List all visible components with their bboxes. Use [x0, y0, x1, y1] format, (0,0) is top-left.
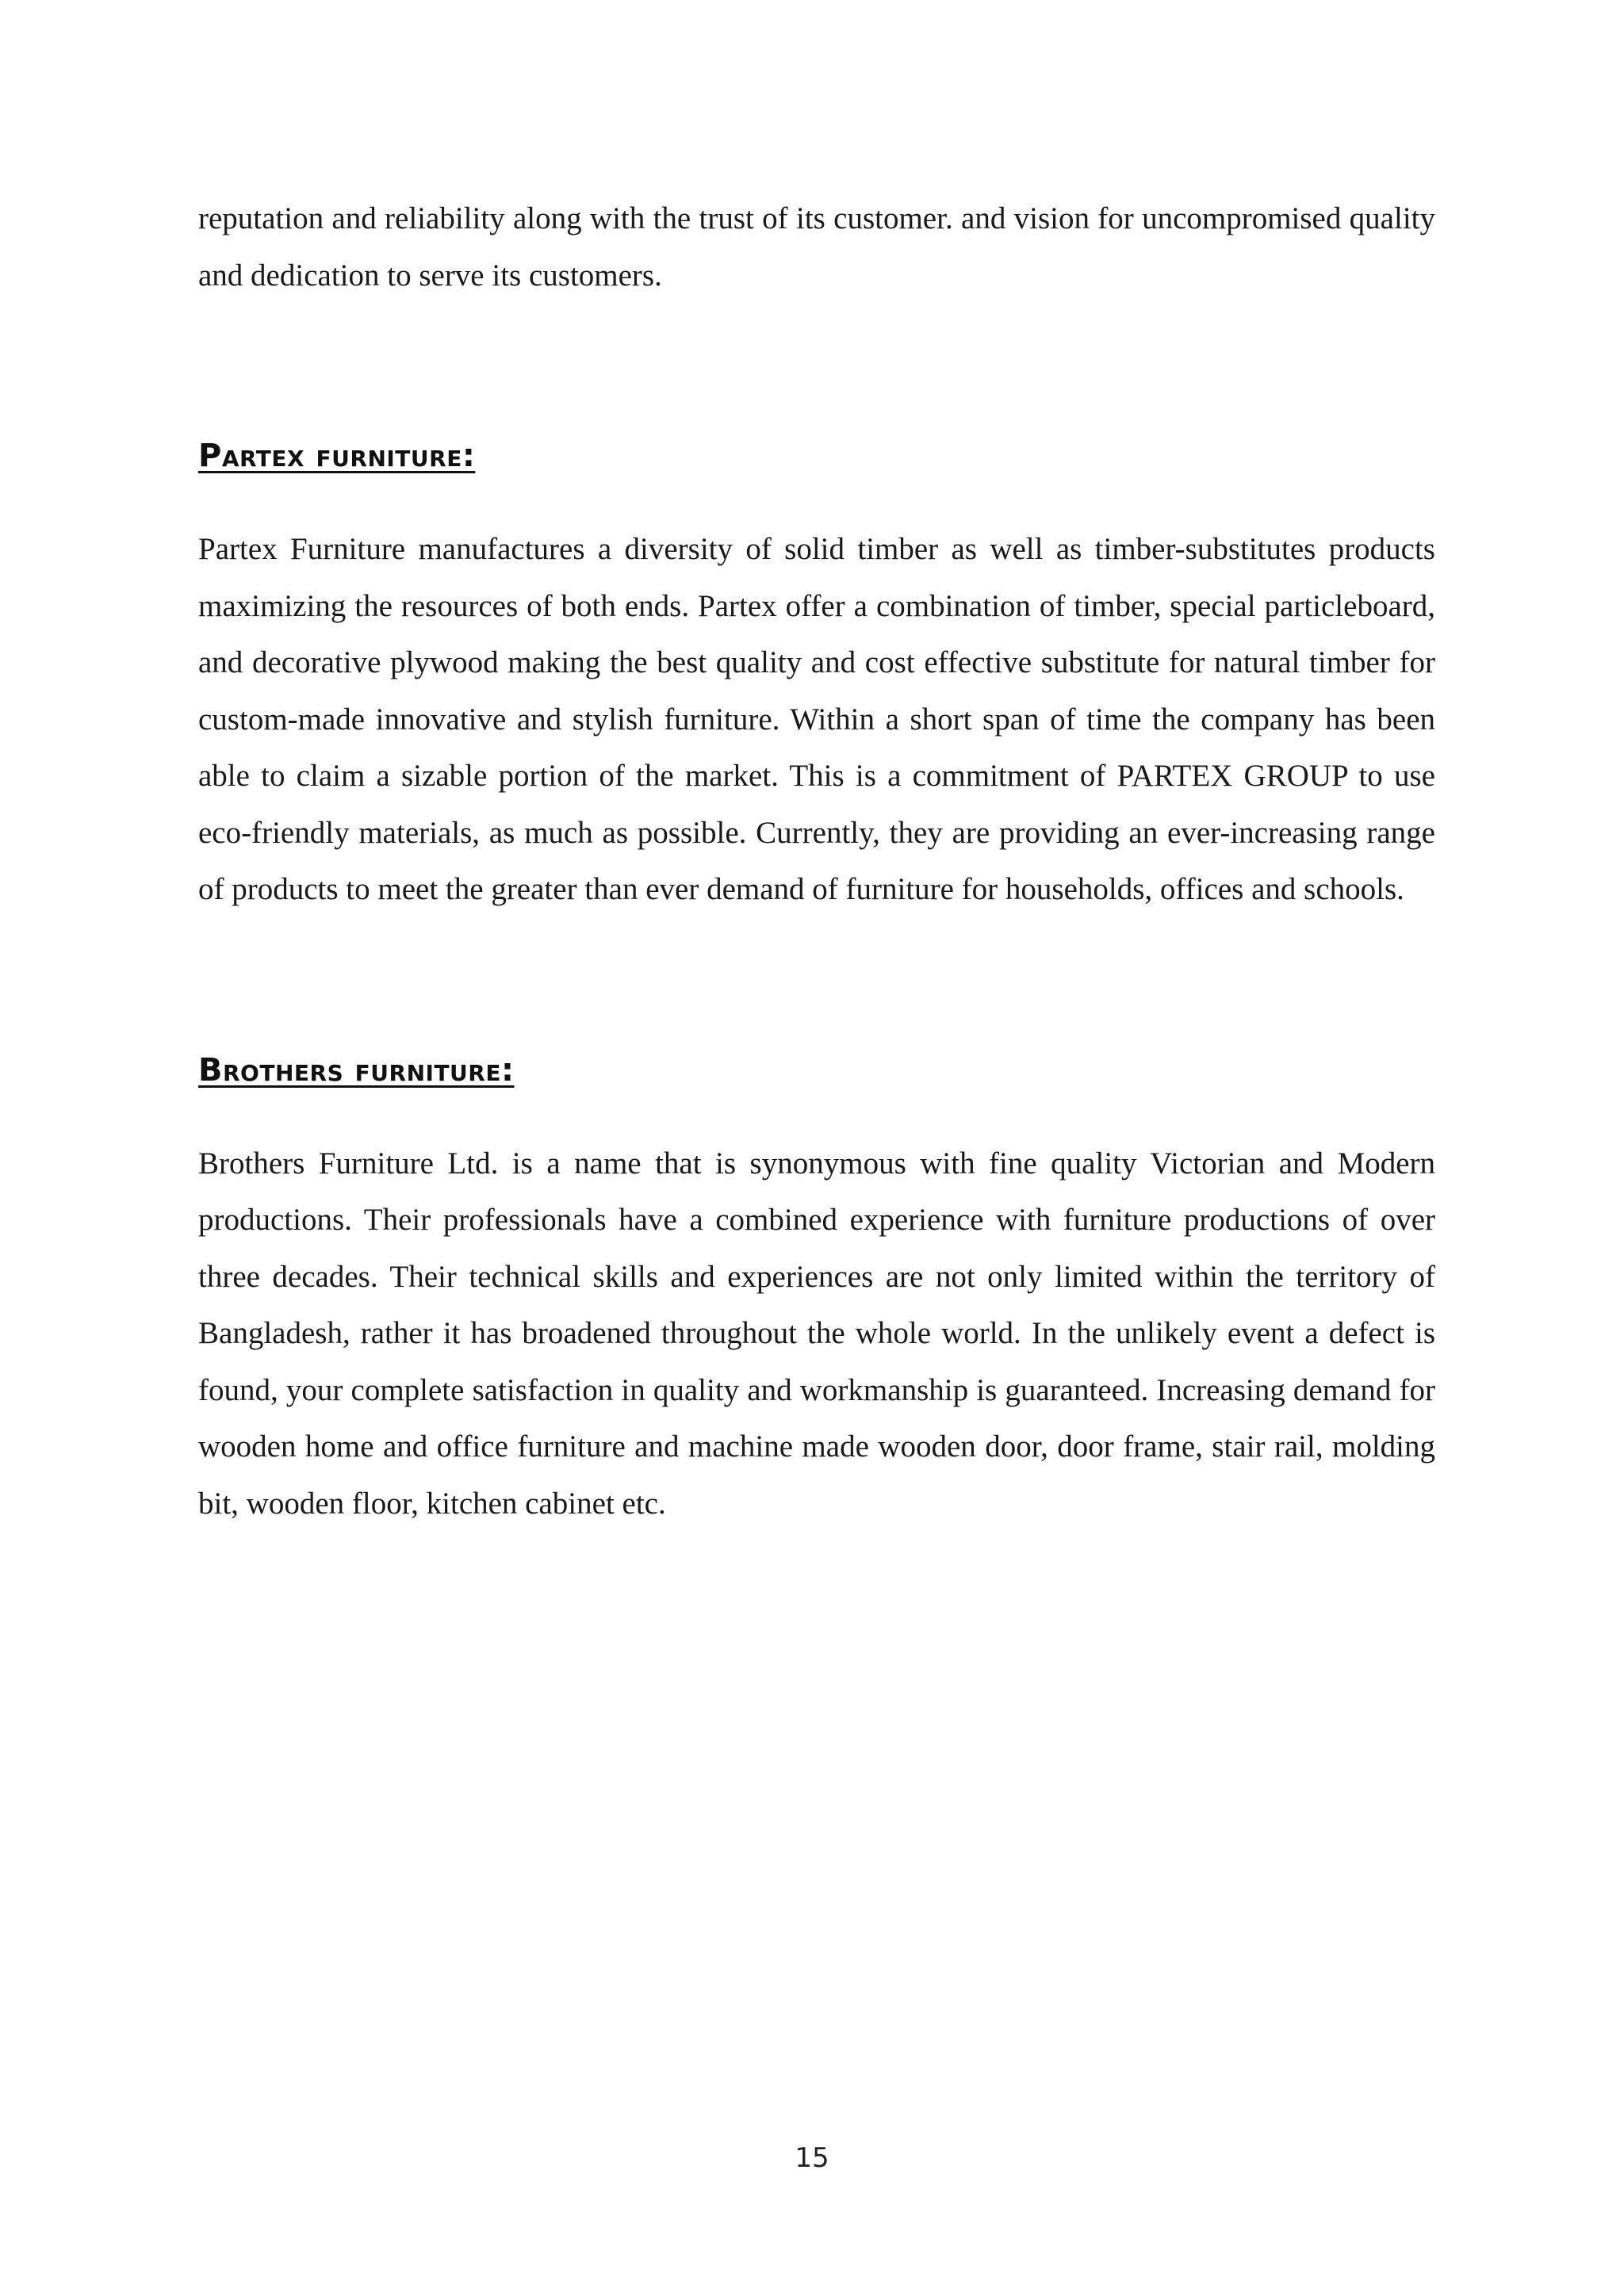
- section-spacer: [198, 304, 1435, 432]
- intro-paragraph: reputation and reliability along with the trust of its customer. and vision for uncompromised quality and dedication to serve its customers.: [198, 201, 1435, 293]
- section-body-partex: Partex Furniture manufactures a diversity of solid timber as well as timber-substitutes products maximizing the resources of both ends. Partex offer a combination of timber, special particleboard, and decorative plywood making the best quality and cost effective substitute for natural timber for custom-made innovative and stylish furniture. Within a short span of time the company has been able to claim a sizable portion of the market. This is a commitment of PARTEX GROUP to use eco-friendly materials, as much as possible. Currently, they are providing an ever-increasing range of products to meet the greater than ever demand of furniture for households, offices and schools.: [198, 532, 1435, 906]
- section-heading-partex: Partex furniture:: [198, 438, 476, 474]
- heading-spacer: [198, 1094, 1435, 1135]
- section-spacer: [198, 918, 1435, 1047]
- section-heading-brothers: Brothers furniture:: [198, 1051, 515, 1089]
- page-number: 15: [795, 2142, 829, 2174]
- heading-spacer: [198, 480, 1435, 521]
- section-body-brothers: Brothers Furniture Ltd. is a name that is synonymous with fine quality Victorian and Modern productions. Their professionals have a combined experience with furniture productions of over three decades. Their technical skills and experiences are not only limited within the territory of Bangladesh, rather it has broadened throughout the whole world. In the unlikely event a defect is found, your complete satisfaction in quality and workmanship is guaranteed. Increasing demand for wooden home and office furniture and machine made wooden door, door frame, stair rail, molding bit, wooden floor, kitchen cabinet etc.: [198, 1146, 1435, 1521]
- page-content: [198, 190, 1435, 1532]
